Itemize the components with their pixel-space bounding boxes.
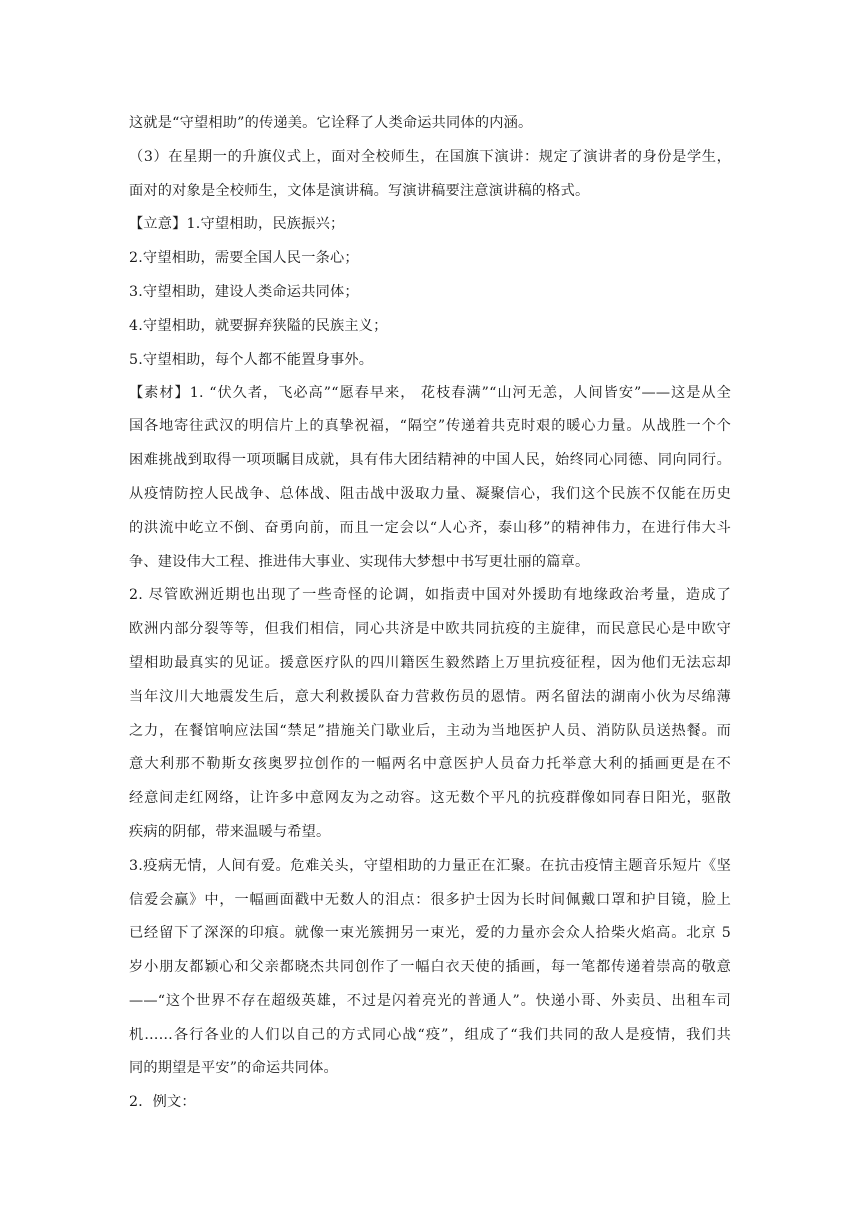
text-line: （3）在星期一的升旗仪式上，面对全校师生，在国旗下演讲：规定了演讲者的身份是学生， [129, 149, 731, 165]
text-line: 从疫情防控人民战争、总体战、阻击战中汲取力量、凝聚信心，我们这个民族不仅能在历史 [129, 486, 731, 502]
text-line: 疾病的阴郁，带来温暖与希望。 [129, 824, 331, 840]
text-line: 2. 尽管欧洲近期也出现了一些奇怪的论调，如指责中国对外援助有地缘政治考量，造成了 [129, 587, 731, 603]
text-line: 【素材】1. “伏久者，飞必高”“愿春早来， 花枝春满”“山河无恙，人间皆安”——这是从全 [129, 385, 731, 401]
text-line: 望相助最真实的见证。援意医疗队的四川籍医生毅然踏上万里抗疫征程，因为他们无法忘却 [129, 655, 731, 671]
text-line: 【立意】1.守望相助，民族振兴； [129, 216, 345, 232]
text-line: 当年汶川大地震发生后，意大利救援队奋力营救伤员的恩情。两名留法的湖南小伙为尽绵薄 [129, 689, 731, 705]
text-line: 岁小朋友都颖心和父亲都晓杰共同创作了一幅白衣天使的插画，每一笔都传递着崇高的敬意 [129, 959, 731, 975]
text-line: 已经留下了深深的印痕。就像一束光簇拥另一束光，爱的力量亦会众人拾柴火焰高。北京 5 [129, 925, 731, 941]
text-line: 的洪流中屹立不倒、奋勇向前，而且一定会以“人心齐，泰山移”的精神伟力，在进行伟大斗 [129, 520, 731, 536]
text-line: 面对的对象是全校师生，文体是演讲稿。写演讲稿要注意演讲稿的格式。 [129, 183, 590, 199]
text-line: 3.守望相助，建设人类命运共同体； [129, 284, 359, 300]
text-line: 这就是“守望相助”的传递美。它诠释了人类命运共同体的内涵。 [129, 115, 533, 131]
text-line: 同的期望是平安”的命运共同体。 [129, 1060, 338, 1076]
text-line: 之力，在餐馆响应法国“禁足”措施关门歇业后，主动为当地医护人员、消防队员送热餐。而 [129, 723, 731, 739]
text-line: 2．例文： [129, 1094, 196, 1110]
text-line: 5.守望相助，每个人都不能置身事外。 [129, 352, 374, 368]
text-line: 4.守望相助，就要摒弃狭隘的民族主义； [129, 318, 388, 334]
text-line: 欧洲内部分裂等等，但我们相信，同心共济是中欧共同抗疫的主旋律，而民意民心是中欧守 [129, 621, 731, 637]
text-line: 国各地寄往武汉的明信片上的真挚祝福，“隔空”传递着共克时艰的暖心力量。从战胜一个个 [129, 418, 731, 434]
text-line: 经意间走红网络，让许多中意网友为之动容。这无数个平凡的抗疫群像如同春日阳光，驱散 [129, 790, 731, 806]
text-line: 困难挑战到取得一项项瞩目成就，具有伟大团结精神的中国人民，始终同心同德、同向同行。 [129, 452, 731, 468]
text-line: 机……各行各业的人们以自己的方式同心战“疫”，组成了“我们共同的敌人是疫情，我们共 [129, 1027, 731, 1043]
text-line: 意大利那不勒斯女孩奥罗拉创作的一幅两名中意医护人员奋力托举意大利的插画更是在不 [129, 756, 731, 772]
text-line: ——“这个世界不存在超级英雄，不过是闪着亮光的普通人”。快递小哥、外卖员、出租车司 [129, 993, 731, 1009]
text-line: 信爱会赢》中，一幅画面戳中无数人的泪点：很多护士因为长时间佩戴口罩和护目镜，脸上 [129, 892, 731, 908]
text-line: 2.守望相助，需要全国人民一条心； [129, 250, 359, 266]
text-line: 3.疫病无情，人间有爱。危难关头，守望相助的力量正在汇聚。在抗击疫情主题音乐短片《坚 [129, 858, 731, 874]
text-line: 争、建设伟大工程、推进伟大事业、实现伟大梦想中书写更壮丽的篇章。 [129, 554, 590, 570]
